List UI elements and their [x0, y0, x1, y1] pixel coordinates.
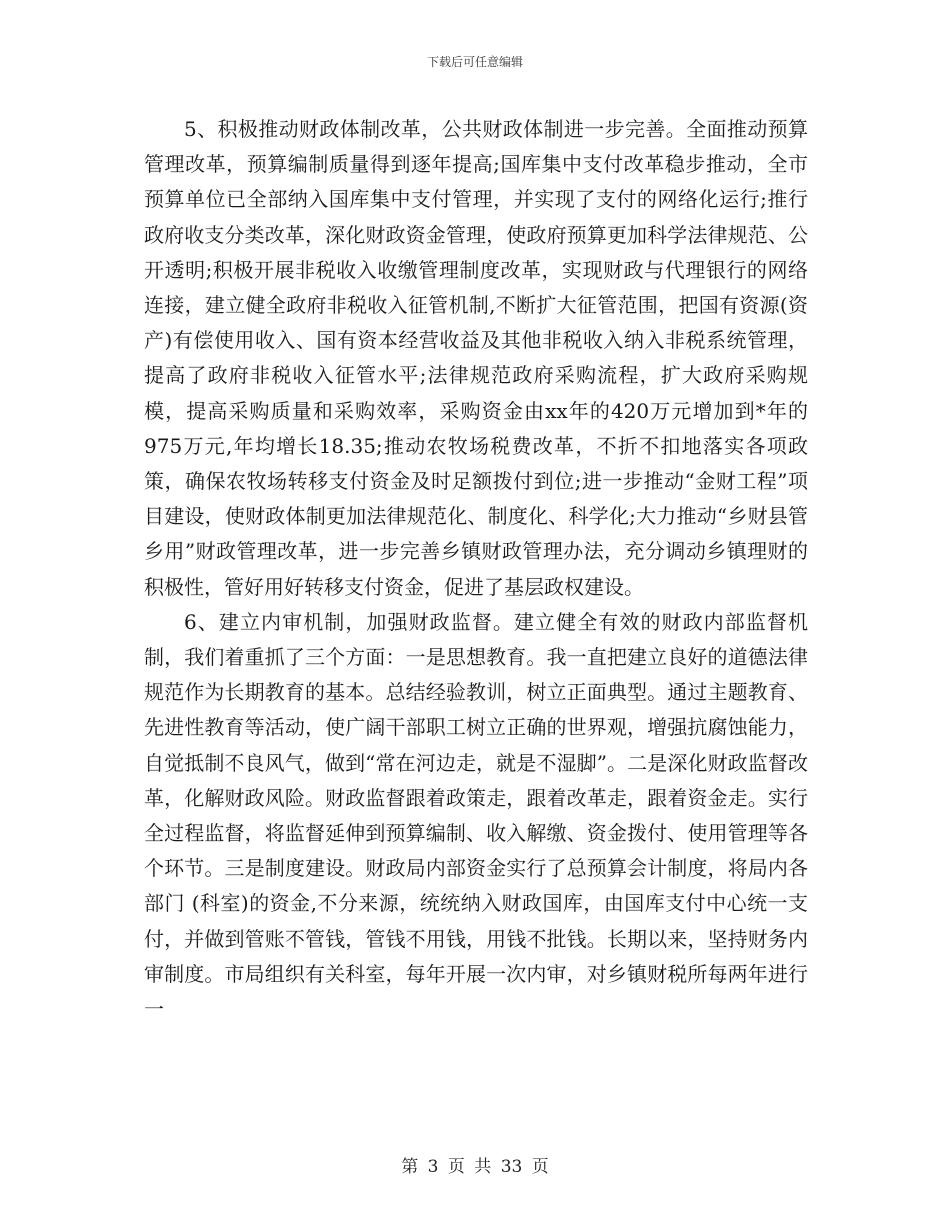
page-number: 第 3 页 共 33 页 [401, 1157, 549, 1177]
paragraph-6: 6、建立内审机制，加强财政监督。建立健全有效的财政内部监督机制，我们着重抓了三个方面：一是思想教育。我一直把建立良好的道德法律规范作为长期教育的基本。总结经验教训，树立正面典型。通过主题教育、先进性教育等活动，使广阔干部职工树立正确的世界观，增强抗腐蚀能力，自觉抵制不良风气，做到“常在河边走，就是不湿脚”。二是深化财政监督改革，化解财政风险。财政监督跟着政策走，跟着改革走，跟着资金走。实行全过程监督，将监督延伸到预算编制、收入解缴、资金拨付、使用管理等各个环节。三是制度建设。财政局内部资金实行了总预算会计制度，将局内各部门 (科室)的资金,不分来源，统统纳入财政国库，由国库支付中心统一支付，并做到管账不管钱，管钱不用钱，用钱不批钱。长期以来，坚持财务内审制度。市局组织有关科室，每年开展一次内审，对乡镇财税所每两年进行一 [144, 609, 808, 1022]
header-note: 下载后可任意编辑 [426, 55, 523, 69]
paragraph-5: 5、积极推动财政体制改革，公共财政体制进一步完善。全面推动预算管理改革，预算编制质量得到逐年提高;国库集中支付改革稳步推动，全市预算单位已全部纳入国库集中支付管理，并实现了支付的网络化运行;推行政府收支分类改革，深化财政资金管理，使政府预算更加科学法律规范、公开透明;积极开展非税收入收缴管理制度改革，实现财政与代理银行的网络连接，建立健全政府非税收入征管机制,不断扩大征管范围，把国有资源(资产)有偿使用收入、国有资本经营收益及其他非税收入纳入非税系统管理，提高了政府非税收入征管水平;法律规范政府采购流程，扩大政府采购规模，提高采购质量和采购效率，采购资金由xx年的420万元增加到*年的975万元,年均增长18.35;推动农牧场税费改革，不折不扣地落实各项政策，确保农牧场转移支付资金及时足额拨付到位;进一步推动“金财工程”项目建设，使财政体制更加法律规范化、制度化、科学化;大力推动“乡财县管乡用”财政管理改革，进一步完善乡镇财政管理办法，充分调动乡镇理财的积极性，管好用好转移支付资金，促进了基层政权建设。 [144, 117, 808, 599]
body-text [144, 112, 808, 1027]
